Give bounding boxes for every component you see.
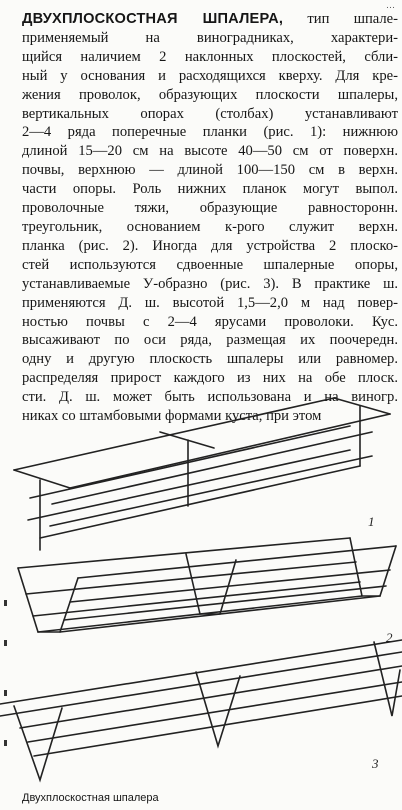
article-line: одну и другую плоскость шпалеры или равномер.	[22, 351, 398, 368]
article-line-last: никах со штамбовыми формами куста, при этом	[22, 408, 322, 425]
article-line: применяемый на виноградниках, характери-	[22, 29, 398, 46]
article-text	[22, 10, 398, 426]
article-line: 2—4 ряда поперечные планки (рис. 1): нижнюю	[22, 124, 398, 141]
article-line: устанавливаемые У-образно (рис. 3). В практике ш.	[22, 275, 398, 292]
article-line: распределяя прирост каждого из них на обе плоск.	[22, 370, 398, 387]
article-line: стей используются сдвоенные шпалерные опоры,	[22, 256, 398, 273]
article-line: части опоры. Роль нижних планок могут выпол.	[22, 181, 398, 198]
article-line: почвы, верхнюю — длиной 100—150 см в верхн.	[22, 162, 398, 179]
article-line-0-rest: тип шпале-	[283, 11, 398, 27]
figure-label: 3	[372, 756, 379, 771]
running-header-fragment: …	[386, 0, 396, 10]
article-line: длиной 15—20 см на высоте 40—50 см от поверхн.	[22, 143, 398, 160]
trellis-figure-3	[0, 640, 402, 780]
article-line: треугольник, основанием к-рого служит верхн.	[22, 218, 398, 235]
trellis-figure-2	[18, 538, 396, 632]
article-line-first	[22, 10, 398, 29]
trellis-illustration	[0, 370, 402, 790]
figure-label: 1	[368, 514, 375, 529]
article-line: вертикальных опорах (столбах) устанавливают	[22, 105, 398, 122]
headword: ДВУХПЛОСКОСТНАЯ ШПАЛЕРА,	[22, 11, 284, 27]
article-line: проволочные тяжи, образующие равносторонн.	[22, 200, 398, 217]
article-line: жения проволок, образующих плоскости шпалеры,	[22, 86, 398, 103]
article-line: ностью почвы с 2—4 ярусами проволоки. Кус.	[22, 313, 398, 330]
article-line: планка (рис. 2). Иногда для устройства 2 плоско-	[22, 237, 398, 254]
figure-caption: Двухплоскостная шпалера	[22, 792, 159, 804]
article-line: щийся наличием 2 наклонных плоскостей, сбли-	[22, 48, 398, 65]
figure-label: 2	[386, 630, 393, 645]
article-line: высаживают по оси ряда, размещая их поочередн.	[22, 332, 398, 349]
article-line: сти. Д. ш. может быть использована и на виногр.	[22, 389, 398, 406]
article-line: ный у основания и расходящихся кверху. Для кре-	[22, 67, 398, 84]
trellis-figure-1	[14, 398, 390, 550]
article-line: применяются Д. ш. высотой 1,5—2,0 м над повер-	[22, 294, 398, 311]
